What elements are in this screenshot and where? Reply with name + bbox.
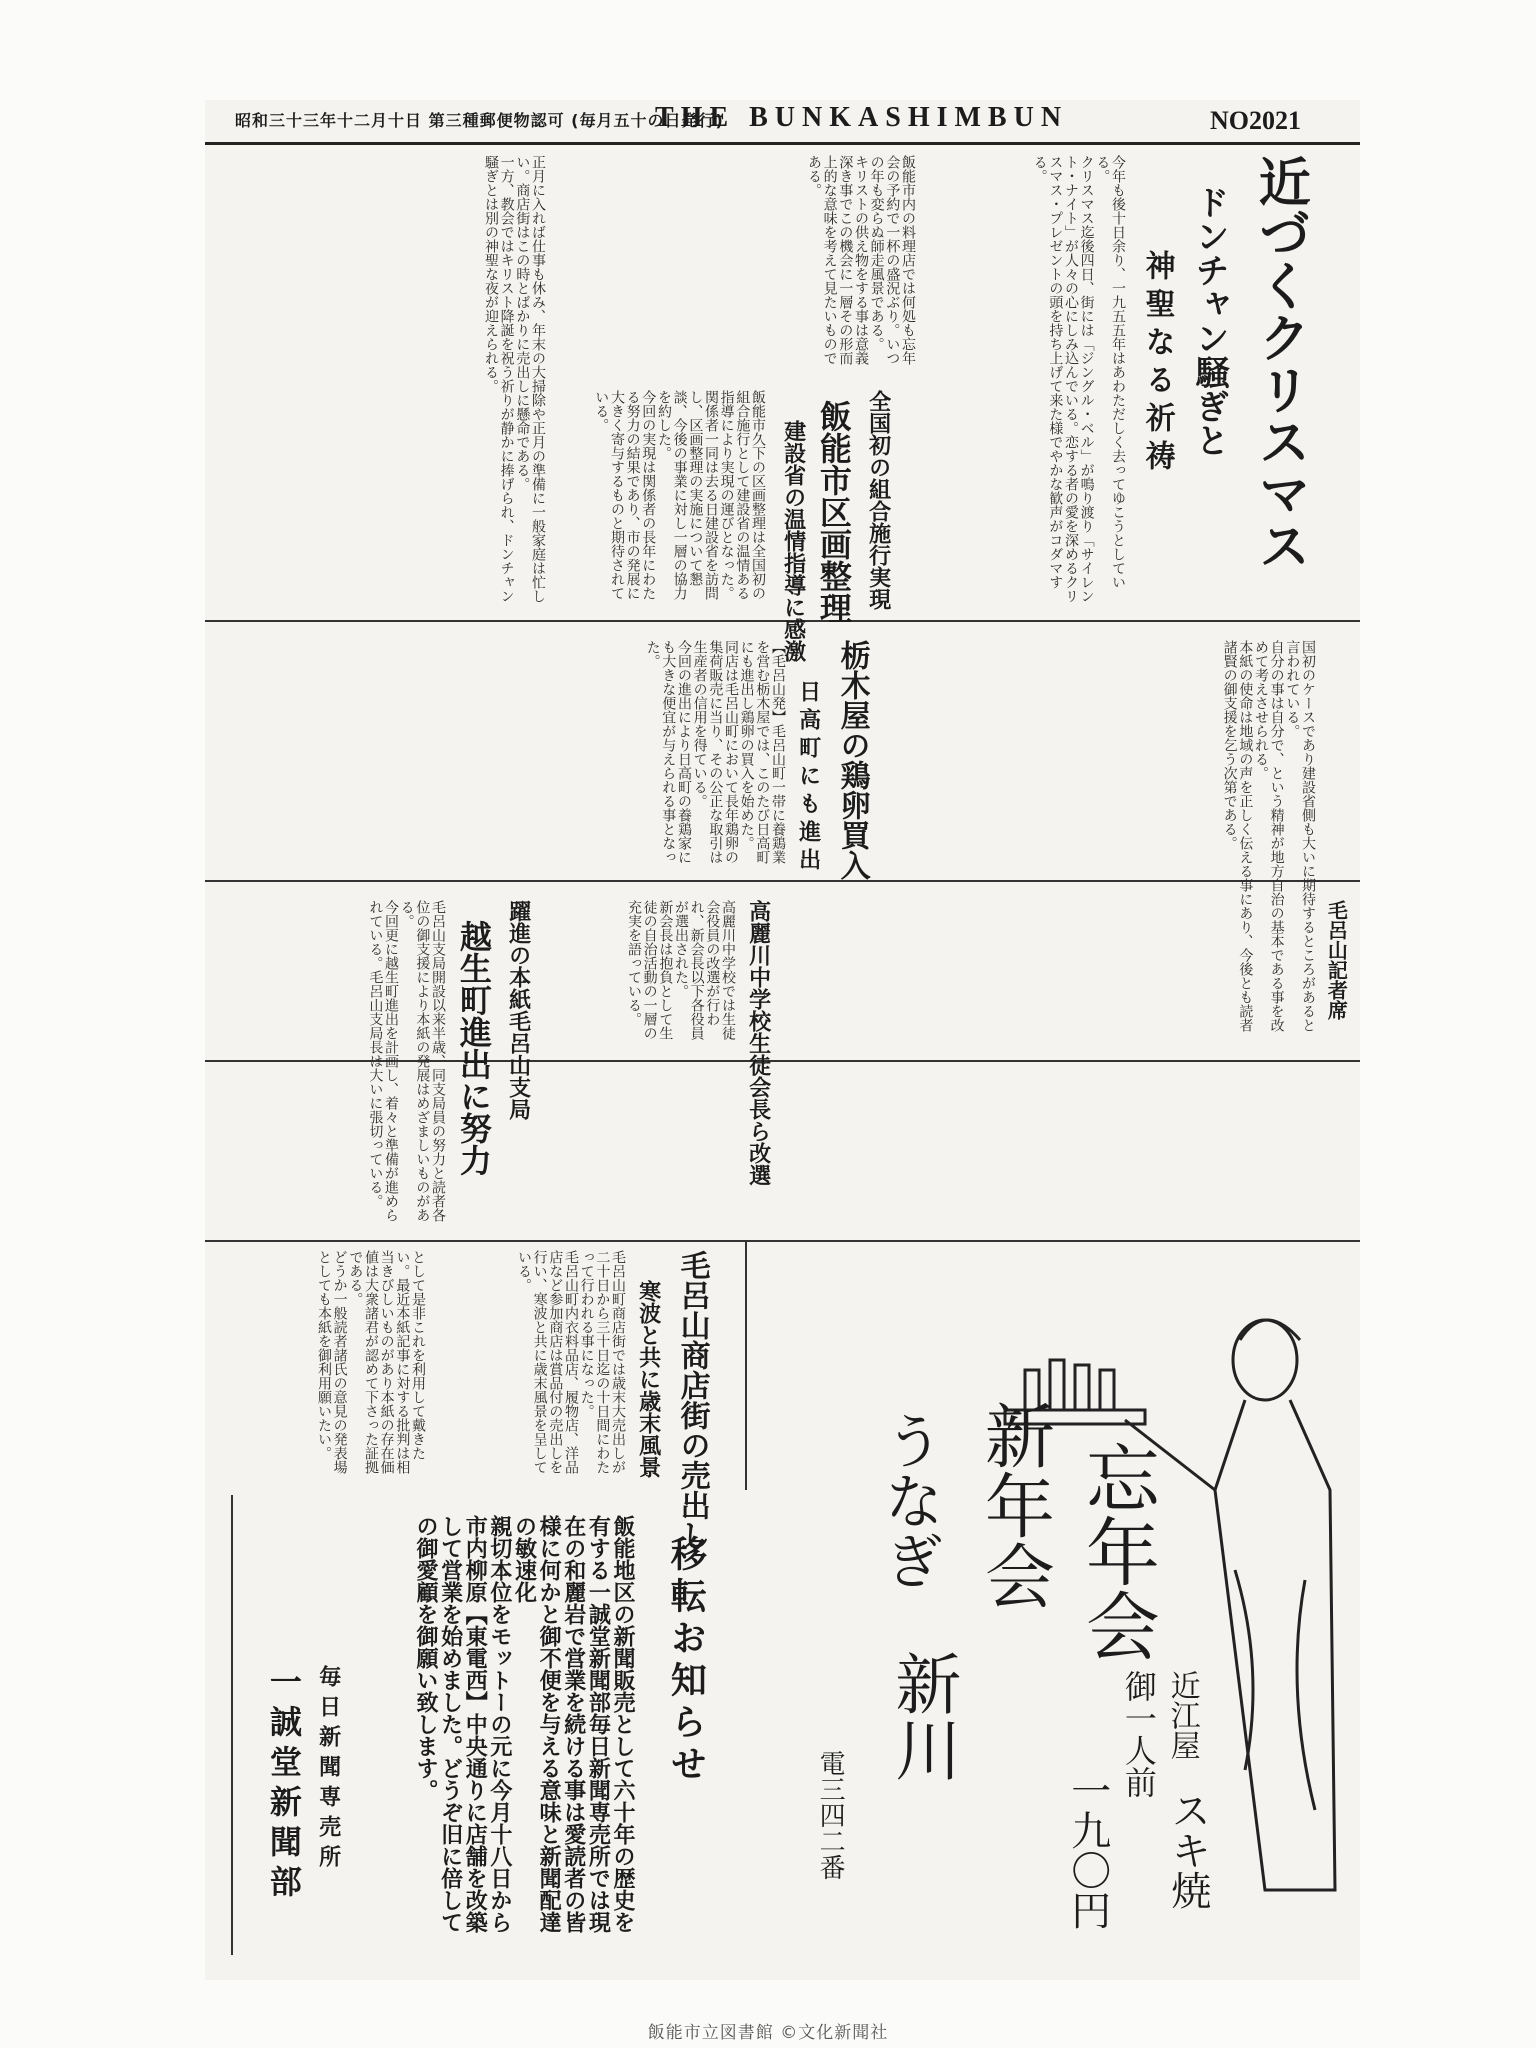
ad-line-bonenkai: 忘年会: [1073, 1440, 1160, 1662]
ad-sub-omiya: 近江屋: [1164, 1670, 1200, 1760]
christmas-para: 飯能市内の料理店では何処も忘年会の予約で一杯の盛況ぶり。いつの年も変らぬ師走風景である。: [868, 155, 916, 365]
ad-line-shinkawa: 新川: [883, 1650, 961, 1782]
column-para: どうか一般読者諸氏の意見の発表場としても本紙を御利用願いたい。: [315, 1250, 348, 1474]
tochigiya-body: [535, 640, 785, 870]
ad-sub-sukiyaki: スキ焼: [1164, 1790, 1211, 1910]
shiten-body: [205, 900, 445, 1230]
ad-phone: 電三四二番: [815, 1750, 846, 1880]
ad-sub-price: 一九〇円: [1064, 1770, 1111, 1930]
masthead-date: 昭和三十三年十二月十日 第三種郵便物認可 (毎月五十の日発行): [235, 111, 724, 130]
tochigiya-para: 今回の進出により日高町の養鶏家にも大きな便宜が与えられる事となった。: [644, 640, 692, 864]
masthead-rule: [205, 142, 1360, 145]
ad-line-shinnenkai: 新年会: [973, 1400, 1056, 1610]
library-credit: 飯能市立図書館 ©文化新聞社: [647, 2023, 889, 2043]
kisha-body: [925, 640, 1315, 1040]
christmas-subhead-2: 神聖なる祈祷: [1139, 250, 1175, 478]
christmas-para: 正月に入れば仕事も休み、年末の大掃除や正月の準備に一般家庭は忙しい。商店街はこの時とばかりに売出しに懸命である。: [514, 155, 546, 603]
column-center-body: [205, 1250, 425, 1480]
christmas-body-left: [205, 155, 545, 605]
shiten-headline-1: 躍進の本紙毛呂山支局: [505, 900, 531, 1120]
shiten-headline-2: 越生町進出に努力: [454, 920, 493, 1176]
shotengai-body: [435, 1250, 625, 1480]
tochigiya-headline: 栃木屋の鶏卵買入: [834, 640, 870, 880]
kisha-para: 自分の事は自分で、という精神が地方自治の基本である事を改めて考えさせられる。: [1252, 640, 1285, 1032]
shiten-para: 今回更に越生町進出を計画し、着々と準備が進められている。毛呂山支局長は大いに張切っている。: [367, 900, 399, 1222]
christmas-headline: 近づくクリスマス: [1249, 155, 1310, 571]
koma-body: [575, 900, 735, 1050]
christmas-subhead-1: ドンチャン騒ぎと: [1189, 185, 1230, 457]
shiten-para: 毛呂山支局開設以来半歳、同支局員の努力と読者各位の御支援により本紙の発展はめざましいものがある。: [398, 900, 446, 1222]
column-para: として是非これを利用して戴きたい。最近本紙記事に対する批判は相当きびしいものがあり本紙の存在価値は大衆諸君が認めて下さった証拠である。: [347, 1250, 426, 1474]
relocation-notice: [225, 1495, 745, 1955]
koma-para: 高麗川中学校では生徒会役員の改選が行われ、新会長以下各役員が選出された。: [672, 900, 736, 1040]
kisha-para: 本紙の使命は地域の声を正しく伝える事にあり、今後とも読者諸賢の御支援を乞う次第である。: [1221, 640, 1254, 1032]
kukaku-para: 今回の実現は関係者の長年にわたる努力の結果であり、市の発展に大きく寄与するものと期待されている。: [593, 390, 657, 600]
christmas-para: 今年も後十日余り、一九五五年はあわただしく去ってゆこうとしている。: [1094, 155, 1126, 589]
shotengai-headline-2: 寒波と共に歳末風景: [635, 1280, 661, 1478]
ad-sub-price-label: 御一人前: [1119, 1670, 1158, 1798]
notice-sign-1: 毎日新聞専売所: [315, 1665, 341, 1875]
kisha-para: 国初のケースであり建設省側も大いに期待するところがあると言われている。: [1284, 640, 1316, 1032]
kukaku-headline-1: 全国初の組合施行実現: [865, 390, 891, 610]
notice-title: 移転お知らせ: [665, 1535, 707, 1787]
kukaku-body: [565, 390, 765, 610]
issue-number: NO2021: [1210, 106, 1301, 135]
kukaku-para: 関係者一同は去る日建設省を訪問し、区画整理の実施について懇談、今後の事業に対し一層の協力を約した。: [655, 390, 719, 600]
tochigiya-subhead: 日高町にも進出: [795, 680, 821, 876]
shotengai-headline-1: 毛呂山商店街の売出し: [674, 1250, 710, 1550]
tochigiya-para: 【毛呂山発】毛呂山町一帯に養鶏業を営む栃木屋では、このたび日高町にも進出し鶏卵の買入を始めた。: [738, 640, 786, 864]
kukaku-headline-3: 建設省の温情指導に感激: [780, 420, 806, 662]
restaurant-advertisement: [745, 1250, 1350, 1950]
shotengai-para: 毛呂山町内衣料品店、履物店、洋品店など参加商店は賞品付の売出しを行い、寒波と共に歳末風景を呈している。: [515, 1250, 579, 1474]
koma-para: 新会長は抱負として生徒の自治活動の一層の充実を語っている。: [625, 900, 674, 1040]
notice-sign-2: 一誠堂新聞部: [264, 1665, 303, 1905]
koma-headline: 高麗川中学校生徒会長ら改選: [745, 900, 771, 1186]
christmas-para: クリスマス迄後四日、街には「ジングル・ベル」が鳴り渡り「サイレント・ナイト」が人々の心にしみ込んでいる。恋する者の愛を深めるクリスマス・プレゼントの頭を持ち上げて来た様でやかな歓声がコダマする。: [1031, 155, 1095, 603]
kukaku-headline-2: 飯能市区画整理: [814, 400, 853, 624]
christmas-body-right: [925, 155, 1125, 605]
ad-line-unagi: うなぎ: [874, 1410, 945, 1590]
notice-para: 親切本位をモットーの元に今月十八日から市内柳原【東電西】中央通りに店舗を改築して営業を始めました。どうぞ旧に倍しての御愛顧を御願い致します。: [413, 1515, 513, 1933]
notice-para: 飯能地区の新聞販売として六十年の歴史を有する一誠堂新聞部毎日新聞専売所では現在の和麗岩で営業を続ける事は愛読者の皆様に何かと御不便を与える意味と新聞配達の敏速化: [511, 1515, 636, 1933]
newspaper-page: [205, 100, 1360, 1980]
tochigiya-para: 同店は毛呂山町において長年鶏卵の集荷販売に当り、その公正な取引は生産者の信用を得ている。: [691, 640, 739, 864]
christmas-body-mid: [555, 155, 915, 375]
kukaku-para: 飯能市久下の区画整理は全国初の組合施行として建設省の温情ある指導により実現の運びとなった。: [718, 390, 766, 600]
row-divider-4: [205, 1240, 1360, 1242]
kisha-headline: 毛呂山記者席: [1324, 900, 1349, 1020]
christmas-para: 一方、教会ではキリスト降誕を祝う祈りが静かに捧げられ、ドンチャン騒ぎとは別の神聖な夜が迎えられる。: [482, 155, 515, 603]
notice-body: [375, 1515, 635, 1935]
shotengai-para: 毛呂山町商店街では歳末大売出しが二十日から三十日迄の十日間にわたって行われる事になった。: [578, 1250, 626, 1474]
masthead-title: THE BUNKASHIMBUN: [655, 102, 1069, 133]
christmas-para: キリストの供え物をする事は意義深き事でこの機会に一層その形而上的な意味を考えて見たいものである。: [805, 155, 869, 365]
